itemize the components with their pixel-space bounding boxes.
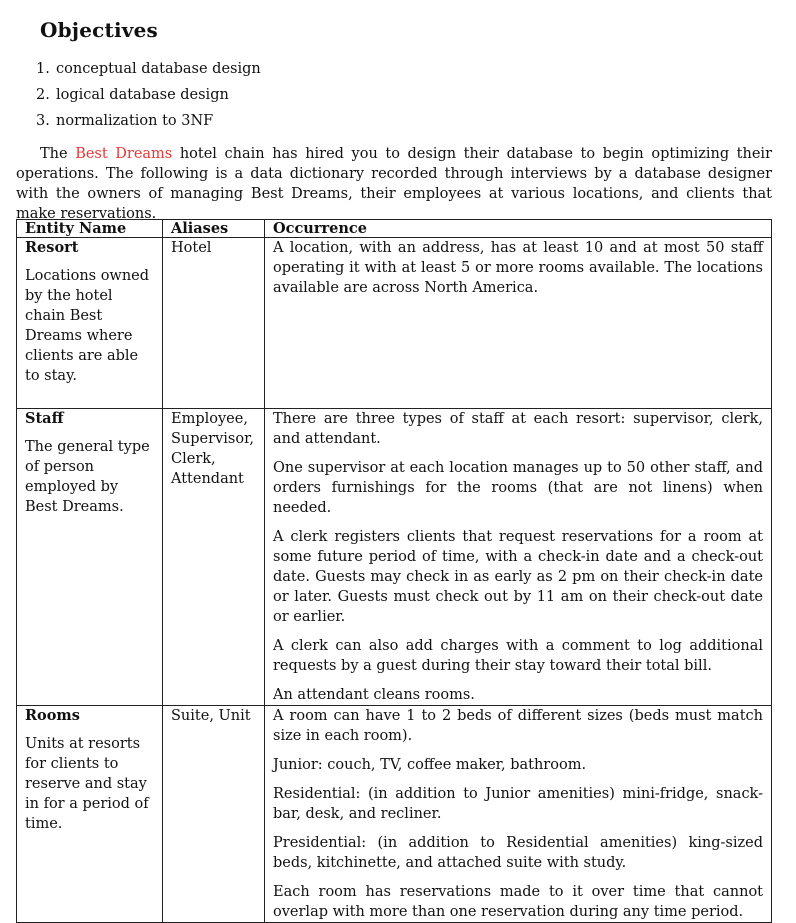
occurrence-text: Junior: couch, TV, coffee maker, bathroom. <box>273 757 587 773</box>
item-number: 1. <box>36 61 50 77</box>
entity-description: Units at resorts for clients to reserve and stay in for a period of time. <box>25 736 149 832</box>
occurrence-text: A room can have 1 to 2 beds of different sizes (beds must match size in each room). <box>273 708 763 744</box>
aliases-cell: Hotel <box>163 238 265 409</box>
entity-description: Locations owned by the hotel chain Best Dreams where clients are able to stay. <box>25 268 150 384</box>
item-number: 3. <box>36 113 50 129</box>
data-dictionary-table <box>16 219 772 923</box>
occurrence-text: An attendant cleans rooms. <box>273 687 475 703</box>
table-row <box>17 238 772 409</box>
occurrence-text: A clerk registers clients that request reservations for a room at some future period of time, with a check-in date and a check-out date. Guests may check in as early as 2 pm on their check-in date or later. Guests must check out by 11 am on their check-out date or earlier. <box>273 529 763 625</box>
table-row <box>17 409 772 706</box>
list-item <box>36 112 261 138</box>
aliases-cell: Suite, Unit <box>163 706 265 923</box>
occurrence-text: Each room has reservations made to it over time that cannot overlap with more than one reservation during any time period. <box>273 884 763 920</box>
occurrence-text: A clerk can also add charges with a comment to log additional requests by a guest during their stay toward their total bill. <box>273 638 763 674</box>
column-header-entity: Entity Name <box>17 220 163 238</box>
item-text: conceptual database design <box>56 61 261 77</box>
item-text: logical database design <box>56 87 229 103</box>
objectives-list <box>36 60 261 138</box>
table-header-row <box>17 220 772 238</box>
occurrence-text: There are three types of staff at each resort: supervisor, clerk, and attendant. <box>273 411 763 447</box>
occurrence-text: Presidential: (in addition to Residential amenities) king-sized beds, kitchinette, and attached suite with study. <box>273 835 763 871</box>
occurrence-text: A location, with an address, has at least 10 and at most 50 staff operating it with at least 5 or more rooms available. The locations available are across North America. <box>273 240 763 296</box>
intro-paragraph <box>16 144 772 224</box>
aliases-cell: Employee, Supervisor, Clerk, Attendant <box>163 409 265 706</box>
entity-cell <box>17 706 163 923</box>
table-row <box>17 706 772 923</box>
column-header-occurrence: Occurrence <box>265 220 772 238</box>
occurrence-cell <box>265 706 772 923</box>
entity-cell <box>17 238 163 409</box>
entity-name: Staff <box>25 410 64 427</box>
column-header-aliases: Aliases <box>163 220 265 238</box>
entity-name: Resort <box>25 239 79 256</box>
list-item <box>36 86 261 112</box>
occurrence-text: One supervisor at each location manages up to 50 other staff, and orders furnishings for the rooms (that are not linens) when needed. <box>273 460 763 516</box>
intro-before: The <box>40 146 76 162</box>
item-text: normalization to 3NF <box>56 113 214 129</box>
brand-name: Best Dreams <box>75 146 173 162</box>
entity-name: Rooms <box>25 707 80 724</box>
occurrence-cell <box>265 238 772 409</box>
item-number: 2. <box>36 87 50 103</box>
entity-description: The general type of person employed by Best Dreams. <box>25 439 150 515</box>
entity-cell <box>17 409 163 706</box>
occurrence-cell <box>265 409 772 706</box>
intro-after: hotel chain has hired you to design their database to begin optimizing their operations. The following is a data dictionary recorded through interviews by a database designer with the owners of managing Best Dreams, their employees at various locations, and clients that make reservations. <box>16 146 773 222</box>
list-item <box>36 60 261 86</box>
section-heading: Objectives <box>40 18 158 42</box>
occurrence-text: Residential: (in addition to Junior amenities) mini-fridge, snack-bar, desk, and recliner. <box>273 786 763 822</box>
